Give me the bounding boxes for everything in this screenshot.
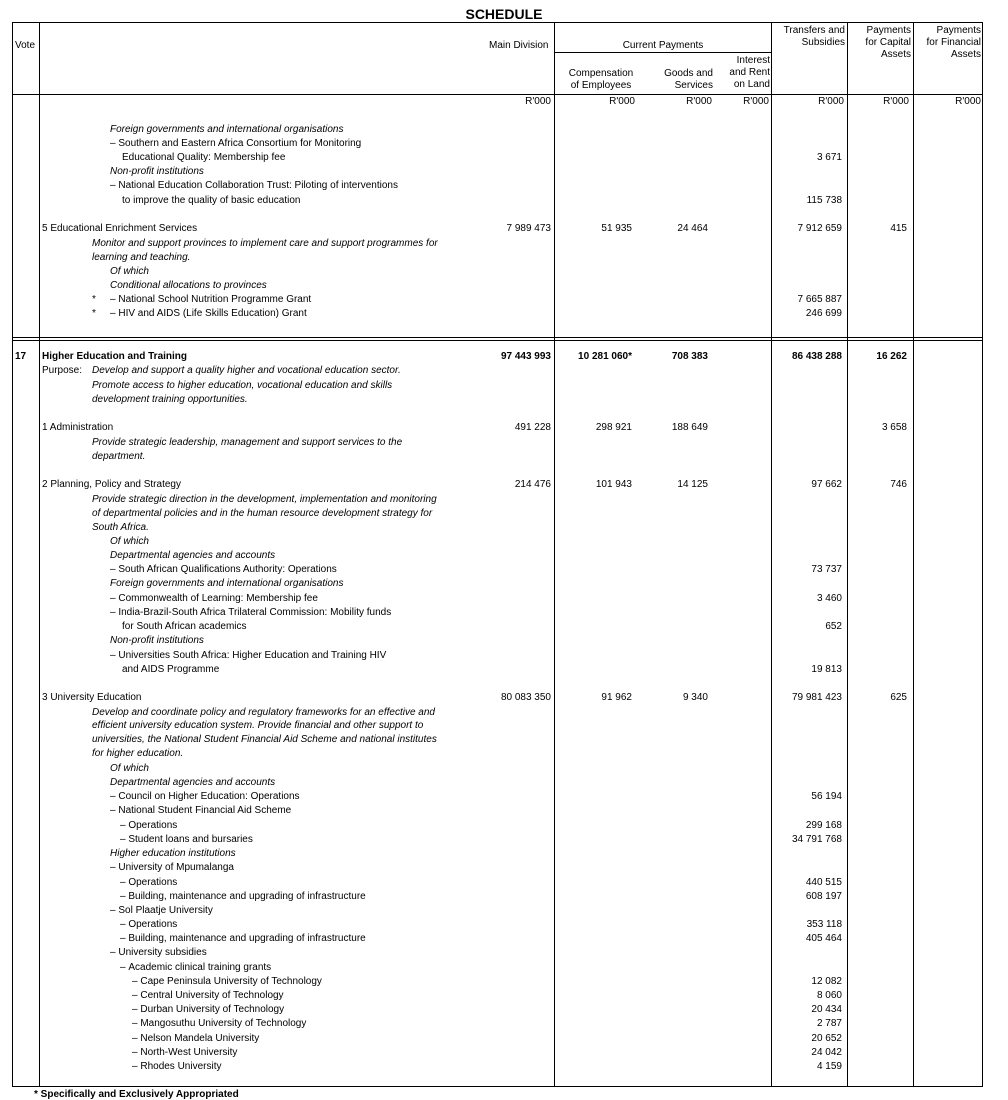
line-item-text: and AIDS Programme	[122, 664, 220, 675]
appropriated-marker: *	[92, 294, 96, 305]
line-item-text: 2 Planning, Policy and Strategy	[42, 479, 181, 490]
amount-transfers: 20 434	[811, 1004, 842, 1015]
current-payments-underline	[554, 52, 771, 53]
line-item-text: for South African academics	[122, 621, 247, 632]
col-divider	[847, 22, 848, 1087]
amount-transfers: 246 699	[805, 308, 842, 319]
line-item-text: – North-West University	[132, 1047, 237, 1059]
unit-transfers: R'000	[818, 96, 844, 107]
amount-transfers: 652	[825, 621, 842, 632]
appropriated-marker: *	[92, 308, 96, 319]
line-item-text: – Building, maintenance and upgrading of infrastructure	[120, 891, 366, 903]
amount-transfers: 79 981 423	[791, 692, 842, 703]
line-item-text: for higher education.	[92, 748, 184, 759]
schedule-title: SCHEDULE	[465, 6, 543, 22]
amount-capital: 625	[890, 692, 907, 703]
amount-transfers: 353 118	[806, 919, 842, 930]
amount-transfers: 440 515	[805, 877, 842, 888]
line-item-text: – University subsidies	[110, 947, 207, 959]
amount-transfers: 299 168	[805, 820, 842, 831]
header-current-payments: Current Payments	[622, 40, 704, 51]
header-compensation: Compensation of Employees	[568, 68, 634, 91]
unit-compensation: R'000	[609, 96, 635, 107]
line-item-text: – Southern and Eastern Africa Consortium for Monitoring	[110, 138, 361, 150]
amount-comp: 10 281 060*	[578, 351, 632, 362]
line-item-text: Develop and support a quality higher and vocational education sector.	[92, 365, 401, 376]
header-financial-assets: Payments for Financial Assets	[926, 25, 981, 60]
line-item-text: – Operations	[120, 919, 177, 931]
amount-capital: 16 262	[876, 351, 907, 362]
unit-goods: R'000	[686, 96, 712, 107]
amount-goods: 9 340	[682, 692, 708, 703]
amount-comp: 51 935	[601, 223, 632, 234]
line-item-text: learning and teaching.	[92, 252, 191, 263]
amount-transfers: 608 197	[805, 891, 842, 902]
vote-rule	[12, 337, 983, 338]
line-item-text: – Council on Higher Education: Operations	[110, 791, 300, 803]
line-item-text: universities, the National Student Financial Aid Scheme and national institutes	[92, 734, 437, 745]
line-item-text: Non-profit institutions	[110, 635, 204, 646]
col-divider	[554, 22, 555, 1087]
header-vote: Vote	[15, 40, 36, 51]
line-item-text: – South African Qualifications Authority: Operations	[110, 564, 337, 576]
line-item-text: 3 University Education	[42, 692, 142, 703]
line-item-text: – National Education Collaboration Trust: Piloting of interventions	[110, 180, 398, 192]
amount-transfers: 97 662	[811, 479, 842, 490]
line-item-text: Provide strategic leadership, management and support services to the	[92, 437, 403, 448]
amount-transfers: 86 438 288	[791, 351, 842, 362]
line-item-text: – Academic clinical training grants	[120, 962, 271, 974]
line-item-text: – Student loans and bursaries	[120, 834, 253, 846]
amount-goods: 708 383	[671, 351, 708, 362]
line-item-text: Foreign governments and international organisations	[110, 578, 344, 589]
header-goods-services: Goods and Services	[664, 68, 713, 91]
line-item-text: – Building, maintenance and upgrading of infrastructure	[120, 933, 366, 945]
line-item-text: to improve the quality of basic education	[122, 195, 301, 206]
line-item-text: 1 Administration	[42, 422, 114, 433]
amount-goods: 14 125	[677, 479, 708, 490]
line-item-text: Departmental agencies and accounts	[110, 777, 276, 788]
col-divider	[771, 22, 772, 1087]
line-item-text: Higher education institutions	[110, 848, 236, 859]
line-item-text: Purpose:	[42, 365, 83, 376]
amount-transfers: 56 194	[811, 791, 842, 802]
amount-transfers: 34 791 768	[791, 834, 842, 845]
amount-goods: 188 649	[671, 422, 708, 433]
amount-capital: 415	[890, 223, 907, 234]
amount-main: 7 989 473	[506, 223, 551, 234]
amount-transfers: 2 787	[816, 1018, 842, 1029]
line-item-text: Educational Quality: Membership fee	[122, 152, 286, 163]
line-item-text: – Mangosuthu University of Technology	[132, 1018, 306, 1030]
amount-transfers: 73 737	[811, 564, 842, 575]
unit-financial: R'000	[955, 96, 981, 107]
unit-main: R'000	[525, 96, 551, 107]
line-item-text: Conditional allocations to provinces	[110, 280, 267, 291]
line-item-text: – Commonwealth of Learning: Membership fee	[110, 593, 318, 605]
unit-capital: R'000	[883, 96, 909, 107]
line-item-text: – Durban University of Technology	[132, 1004, 284, 1016]
amount-capital: 746	[890, 479, 907, 490]
amount-transfers: 20 652	[811, 1033, 842, 1044]
unit-interest: R'000	[743, 96, 769, 107]
amount-transfers: 7 665 887	[797, 294, 842, 305]
line-item-text: – Nelson Mandela University	[132, 1033, 259, 1045]
amount-capital: 3 658	[881, 422, 907, 433]
amount-main: 491 228	[514, 422, 551, 433]
amount-transfers: 405 464	[805, 933, 842, 944]
line-item-text: – Central University of Technology	[132, 990, 284, 1002]
line-item-text: efficient university education system. Provide financial and other support to	[92, 720, 424, 731]
line-item-text: Departmental agencies and accounts	[110, 550, 276, 561]
line-item-text: – India-Brazil-South Africa Trilateral Commission: Mobility funds	[110, 607, 391, 619]
amount-transfers: 3 460	[816, 593, 842, 604]
line-item-text: – Operations	[120, 877, 177, 889]
amount-main: 214 476	[514, 479, 551, 490]
header-interest-rent: Interest and Rent on Land	[729, 55, 770, 90]
amount-transfers: 3 671	[816, 152, 842, 163]
footnote: * Specifically and Exclusively Appropriated	[34, 1089, 239, 1100]
amount-main: 80 083 350	[500, 692, 551, 703]
amount-transfers: 7 912 659	[797, 223, 842, 234]
line-item-text: Foreign governments and international organisations	[110, 124, 344, 135]
line-item-text: Of which	[110, 536, 149, 547]
amount-comp: 91 962	[601, 692, 632, 703]
vote-rule	[12, 340, 983, 341]
line-item-text: – University of Mpumalanga	[110, 862, 234, 874]
amount-goods: 24 464	[677, 223, 708, 234]
line-item-text: – Rhodes University	[132, 1061, 222, 1073]
amount-transfers: 19 813	[811, 664, 842, 675]
line-item-text: – Universities South Africa: Higher Education and Training HIV	[110, 650, 386, 662]
header-transfers-subsidies: Transfers and Subsidies	[783, 25, 845, 48]
line-item-text: Provide strategic direction in the development, implementation and monitoring	[92, 494, 437, 505]
line-item-text: Of which	[110, 266, 149, 277]
line-item-text: – National School Nutrition Programme Grant	[110, 294, 311, 306]
line-item-text: – Cape Peninsula University of Technology	[132, 976, 322, 988]
line-item-text: Of which	[110, 763, 149, 774]
header-rule	[12, 94, 983, 95]
amount-comp: 298 921	[595, 422, 632, 433]
line-item-text: – HIV and AIDS (Life Skills Education) Grant	[110, 308, 307, 320]
amount-comp: 101 943	[595, 479, 632, 490]
header-capital-assets: Payments for Capital Assets	[865, 25, 911, 60]
line-item-text: Monitor and support provinces to implement care and support programmes for	[92, 238, 438, 249]
line-item-text: 5 Educational Enrichment Services	[42, 223, 198, 234]
line-item-text: Promote access to higher education, vocational education and skills	[92, 380, 393, 391]
header-main-division: Main Division	[489, 40, 549, 51]
line-item-text: – Operations	[120, 820, 177, 832]
amount-transfers: 12 082	[811, 976, 842, 987]
col-divider	[39, 22, 40, 1087]
line-item-text: development training opportunities.	[92, 394, 248, 405]
line-item-text: South Africa.	[92, 522, 149, 533]
line-item-text: department.	[92, 451, 146, 462]
line-item-text: – National Student Financial Aid Scheme	[110, 805, 291, 817]
col-divider	[913, 22, 914, 1087]
line-item-text: – Sol Plaatje University	[110, 905, 213, 917]
line-item-text: Higher Education and Training	[42, 351, 188, 362]
amount-transfers: 115 738	[806, 195, 842, 206]
vote-number: 17	[15, 351, 27, 362]
amount-transfers: 24 042	[811, 1047, 842, 1058]
amount-main: 97 443 993	[500, 351, 551, 362]
line-item-text: Non-profit institutions	[110, 166, 204, 177]
line-item-text: Develop and coordinate policy and regulatory frameworks for an effective and	[92, 707, 435, 718]
amount-transfers: 8 060	[816, 990, 842, 1001]
line-item-text: of departmental policies and in the human resource development strategy for	[92, 508, 433, 519]
amount-transfers: 4 159	[816, 1061, 842, 1072]
